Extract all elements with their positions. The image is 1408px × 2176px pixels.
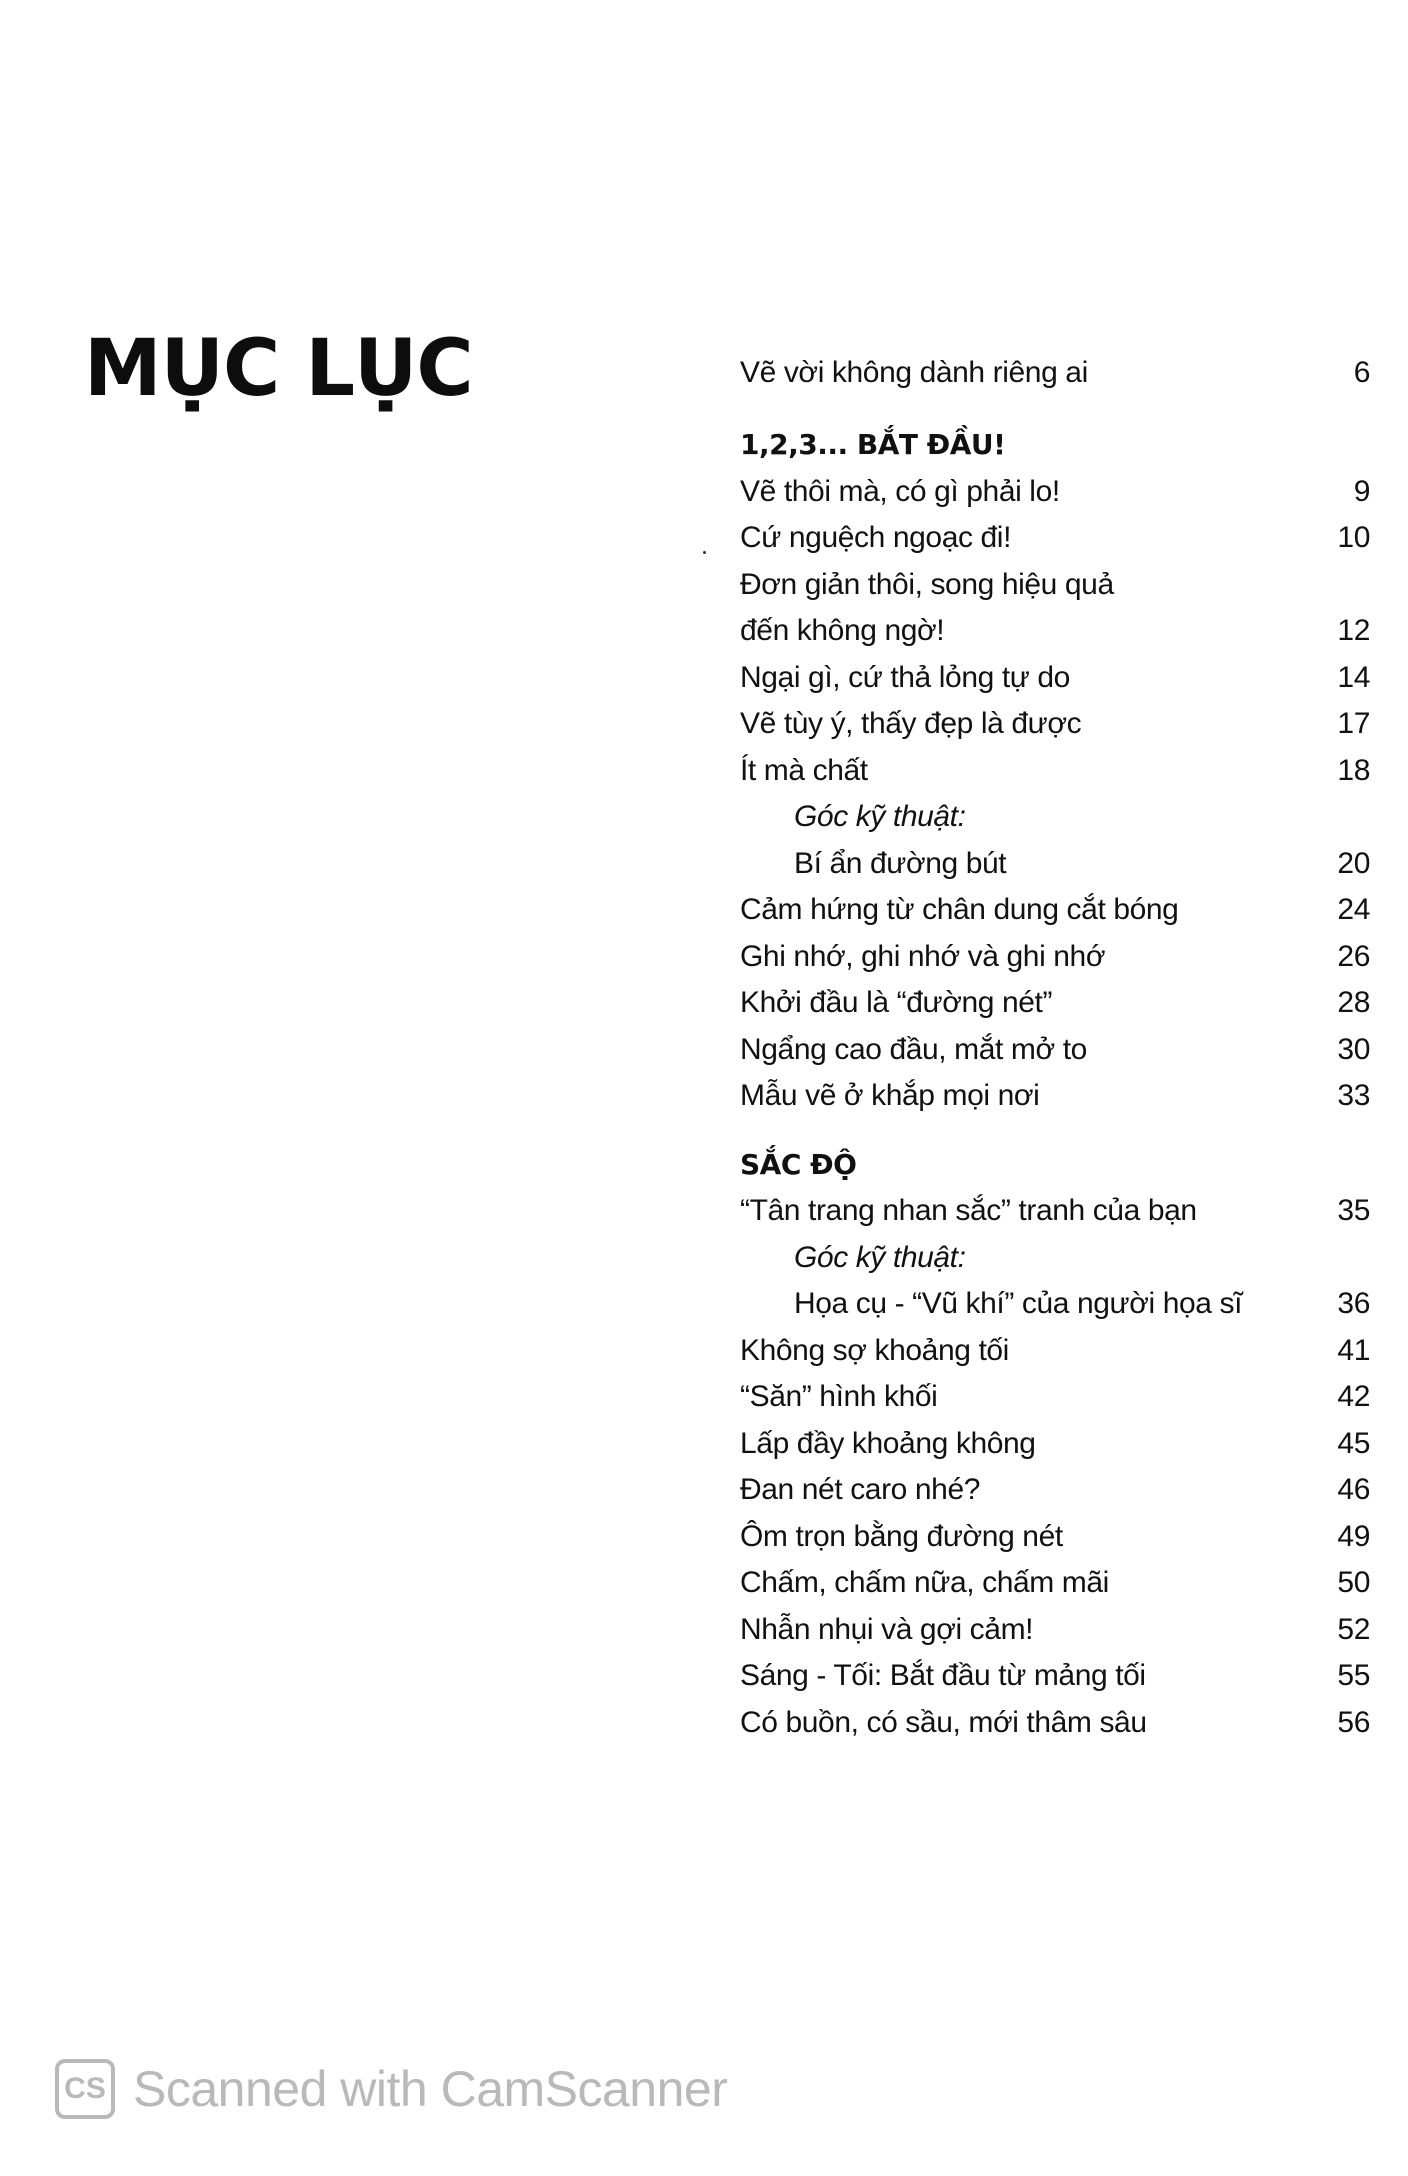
toc-entry [740, 1073, 1370, 1120]
toc-entry-page: 12 [1337, 614, 1370, 647]
toc-entry-page: 17 [1337, 707, 1370, 740]
toc-entry-label: Sáng - Tối: Bắt đầu từ mảng tối [740, 1659, 1146, 1692]
toc-entry-label: Vẽ vời không dành riêng ai [740, 356, 1088, 389]
toc-entry-page: 36 [1337, 1287, 1370, 1320]
table-of-contents [740, 350, 1370, 1746]
camscanner-watermark [55, 2054, 727, 2124]
toc-entry [740, 562, 1370, 609]
toc-entry-label: Mẫu vẽ ở khắp mọi nơi [740, 1079, 1040, 1112]
toc-entry-page: 24 [1337, 893, 1370, 926]
toc-entry [740, 701, 1370, 748]
toc-entry-page: 33 [1337, 1079, 1370, 1112]
toc-entry-page: 35 [1337, 1194, 1370, 1227]
toc-entry-label: Đơn giản thôi, song hiệu quả [740, 567, 1114, 601]
toc-entry-label: Họa cụ - “Vũ khí” của người họa sĩ [794, 1287, 1243, 1320]
toc-entry-label: Ít mà chất [740, 753, 868, 787]
toc-entry [740, 980, 1370, 1027]
toc-subheading-label: Góc kỹ thuật: [794, 1240, 966, 1274]
toc-entry [740, 934, 1370, 981]
toc-subheading [740, 794, 1370, 841]
toc-section-header [740, 1142, 1370, 1189]
toc-entry-page: 26 [1337, 939, 1370, 973]
toc-entry [740, 1027, 1370, 1074]
toc-entry [740, 608, 1370, 655]
toc-entry [740, 350, 1370, 400]
toc-entry [740, 748, 1370, 795]
toc-entry [740, 1653, 1370, 1700]
toc-entry [740, 655, 1370, 702]
toc-entry-label: Cứ nguệch ngoạc đi! [740, 521, 1011, 554]
toc-entry-label: Ngẩng cao đầu, mắt mở to [740, 1032, 1087, 1066]
toc-subheading-label: Góc kỹ thuật: [794, 800, 966, 833]
toc-entry-page: 45 [1337, 1426, 1370, 1460]
toc-entry-page: 49 [1337, 1519, 1370, 1553]
toc-entry-label: Vẽ tùy ý, thấy đẹp là được [740, 707, 1082, 740]
toc-entry-page: 52 [1337, 1612, 1370, 1646]
toc-entry-page: 9 [1353, 474, 1370, 508]
toc-entry-page: 20 [1337, 846, 1370, 880]
toc-entry-label: đến không ngờ! [740, 614, 945, 647]
toc-entry [740, 1607, 1370, 1654]
toc-entry [740, 1328, 1370, 1375]
toc-entry-page: 55 [1337, 1659, 1370, 1692]
camscanner-logo-icon: CS [55, 2059, 115, 2119]
toc-entry-page: 10 [1337, 521, 1370, 554]
toc-entry-label: Khởi đầu là “đường nét” [740, 986, 1053, 1019]
toc-entry-label: Lấp đầy khoảng không [740, 1426, 1036, 1460]
toc-entry-page: 30 [1337, 1032, 1370, 1066]
toc-entry [740, 1374, 1370, 1421]
toc-entry [740, 841, 1370, 888]
toc-entry [740, 1467, 1370, 1514]
toc-entry-label: Bí ẩn đường bút [794, 846, 1007, 880]
toc-entry-label: Ngại gì, cứ thả lỏng tự do [740, 660, 1070, 694]
toc-section-label: 1,2,3... BẮT ĐẦU! [740, 428, 1006, 461]
toc-entry-page: 6 [1353, 356, 1370, 389]
toc-entry-page: 41 [1337, 1333, 1370, 1367]
toc-entry-label: Có buồn, có sầu, mới thâm sâu [740, 1705, 1147, 1739]
toc-entry-page: 46 [1337, 1473, 1370, 1506]
toc-entry-label: Đan nét caro nhé? [740, 1473, 981, 1506]
toc-entry [740, 469, 1370, 516]
toc-entry [740, 1188, 1370, 1235]
page-title: MỤC LỤC [84, 324, 473, 414]
toc-entry-label: Vẽ thôi mà, có gì phải lo! [740, 474, 1060, 508]
toc-entry [740, 1281, 1370, 1328]
toc-entry [740, 1421, 1370, 1468]
toc-entry [740, 1560, 1370, 1607]
toc-entry [740, 1700, 1370, 1747]
toc-entry [740, 515, 1370, 562]
toc-entry-label: Nhẫn nhụi và gợi cảm! [740, 1612, 1034, 1646]
toc-entry [740, 887, 1370, 934]
toc-entry-page: 18 [1337, 753, 1370, 787]
toc-entry-label: “Săn” hình khối [740, 1380, 938, 1413]
toc-entry-page: 56 [1337, 1705, 1370, 1739]
toc-entry-page: 42 [1337, 1380, 1370, 1413]
toc-entry [740, 1514, 1370, 1561]
toc-section-header [740, 422, 1370, 469]
toc-subheading [740, 1235, 1370, 1282]
toc-entry-label: Chấm, chấm nữa, chấm mãi [740, 1566, 1109, 1599]
toc-entry-page: 28 [1337, 986, 1370, 1019]
toc-section-label: SẮC ĐỘ [740, 1147, 857, 1181]
toc-entry-label: Không sợ khoảng tối [740, 1333, 1009, 1367]
stray-dot [703, 551, 706, 554]
toc-entry-label: Ôm trọn bằng đường nét [740, 1519, 1063, 1553]
toc-entry-page: 14 [1337, 660, 1370, 694]
toc-entry-label: “Tân trang nhan sắc” tranh của bạn [740, 1194, 1197, 1227]
watermark-text: Scanned with CamScanner [133, 2061, 728, 2117]
toc-entry-page: 50 [1337, 1566, 1370, 1599]
toc-entry-label: Ghi nhớ, ghi nhớ và ghi nhớ [740, 939, 1106, 973]
toc-entry-label: Cảm hứng từ chân dung cắt bóng [740, 893, 1179, 926]
